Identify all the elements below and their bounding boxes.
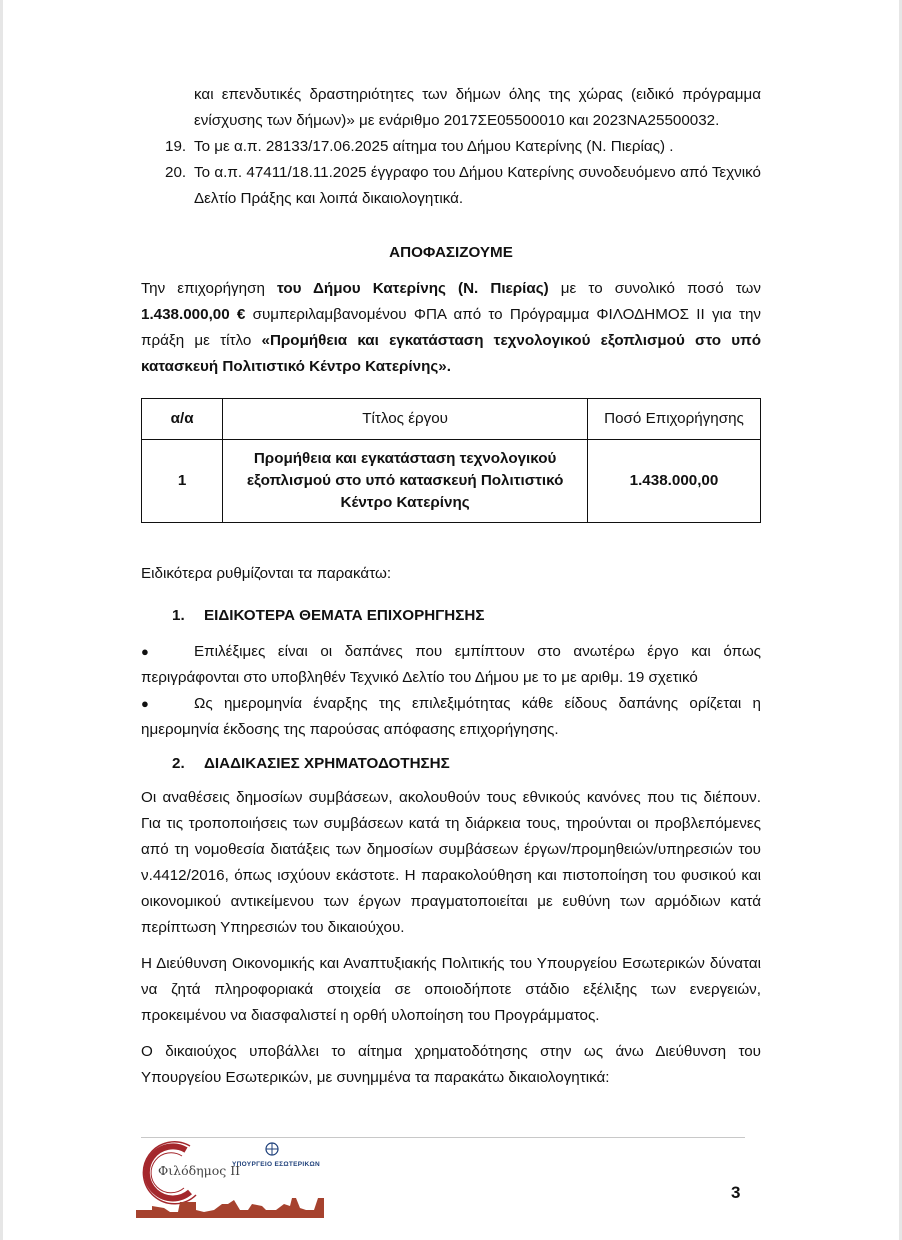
ministry-text: ΥΠΟΥΡΓΕΙΟ ΕΣΩΤΕΡΙΚΩΝ bbox=[232, 1161, 320, 1168]
intro-specific: Ειδικότερα ρυθμίζονται τα παρακάτω: bbox=[141, 565, 392, 582]
cell-project-title: Προμήθεια και εγκατάσταση τεχνολογικού εξοπλισμού στο υπό κατασκευή Πολιτιστικό Κέντρο Κατερίνης bbox=[223, 440, 588, 523]
header-project-title: Τίτλος έργου bbox=[223, 399, 588, 440]
numbered-item-19 bbox=[141, 134, 761, 160]
section-number: 1. bbox=[172, 607, 185, 624]
page-number: 3 bbox=[731, 1183, 741, 1202]
filodimos-logo-icon bbox=[134, 1140, 354, 1225]
decision-text: συμπεριλαμβανομένου ΦΠΑ από το Πρόγραμμα ΦΙΛΟΔΗΜΟΣ ΙΙ για την πράξη με τίτλο bbox=[141, 306, 761, 349]
header-grant-amount: Ποσό Επιχορήγησης bbox=[587, 399, 760, 440]
section-2-paragraph-2: Η Διεύθυνση Οικονομικής και Αναπτυξιακής Πολιτικής του Υπουργείου Εσωτερικών δύναται να ζητά πληροφοριακά στοιχεία σε οποιοδήποτε στάδιο εξέλιξης των ενεργειών, προκειμένου να διασφαλιστεί η ορθή υλοποίηση του Προγράμματος. bbox=[141, 955, 761, 1024]
bullet-text: Ως ημερομηνία έναρξης της επιλεξιμότητας κάθε είδους δαπάνης ορίζεται η bbox=[194, 695, 761, 712]
cell-aa: 1 bbox=[142, 440, 223, 523]
bullet-item bbox=[141, 691, 761, 743]
bullet-icon: ● bbox=[141, 696, 149, 711]
section-2-heading bbox=[141, 751, 761, 777]
bullet-first-line bbox=[141, 639, 761, 665]
section-title: ΕΙΔΙΚΟΤΕΡΑ ΘΕΜΑΤΑ ΕΠΙΧΟΡΗΓΗΣΗΣ bbox=[204, 607, 485, 624]
item-number: 19. bbox=[165, 138, 187, 155]
continuation-line: και επενδυτικές δραστηριότητες των δήμων όλης της χώρας (ειδικό πρόγραμμα ενίσχυσης των δήμων)» με ενάριθμο 2017ΣΕ05500010 και 2023ΝΑ25500032. bbox=[194, 86, 761, 129]
section-1-heading bbox=[141, 603, 761, 629]
item-text: Το α.π. 47411/18.11.2025 έγγραφο του Δήμου Κατερίνης συνοδευόμενο από Τεχνικό Δελτίο Πράξης και λοιπά δικαιολογητικά. bbox=[194, 164, 761, 207]
beneficiary-name: του Δήμου Κατερίνης (Ν. Πιερίας) bbox=[277, 280, 549, 297]
footer-logos bbox=[134, 1140, 354, 1225]
continuation-text bbox=[141, 82, 761, 134]
page-edge-left bbox=[0, 0, 3, 1240]
numbered-item-20 bbox=[141, 160, 761, 212]
document-body bbox=[141, 82, 761, 1091]
decision-paragraph bbox=[141, 276, 761, 380]
bullet-continuation: ημερομηνία έκδοσης της παρούσας απόφασης επιχορήγησης. bbox=[141, 721, 559, 738]
table-row bbox=[142, 440, 761, 523]
bullet-icon: ● bbox=[141, 644, 149, 659]
grant-amount: 1.438.000,00 € bbox=[141, 306, 246, 323]
item-number: 20. bbox=[165, 164, 187, 181]
decision-text: με το συνολικό ποσό των bbox=[548, 280, 761, 297]
cell-grant-amount: 1.438.000,00 bbox=[587, 440, 760, 523]
table-header-row bbox=[142, 399, 761, 440]
bullet-continuation: περιγράφονται στο υποβληθέν Τεχνικό Δελτίο του Δήμου με το με αριθμ. 19 σχετικό bbox=[141, 669, 698, 686]
section-title: ΔΙΑΔΙΚΑΣΙΕΣ ΧΡΗΜΑΤΟΔΟΤΗΣΗΣ bbox=[204, 755, 450, 772]
section-2-paragraph-3: Ο δικαιούχος υποβάλλει το αίτημα χρηματοδότησης στην ως άνω Διεύθυνση του Υπουργείου Εσωτερικών, με συνημμένα τα παρακάτω δικαιολογητικά: bbox=[141, 1043, 761, 1086]
section-2-paragraph-1: Οι αναθέσεις δημοσίων συμβάσεων, ακολουθούν τους εθνικούς κανόνες που τις διέπουν. Για τις τροποποιήσεις των συμβάσεων κατά τη διάρκεια τους, τηρούνται οι προβλεπόμενες από τη νομοθεσία διατάξεις των δημοσίων συμβάσεων έργων/προμηθειών/υπηρεσιών του ν.4412/2016, όπως ισχύουν εκάστοτε. Η παρακολούθηση και πιστοποίηση του φυσικού και οικονομικού αντικείμενου των έργων πραγματοποιείται με ευθύνη των αρμόδιων κατά περίπτωση Υπηρεσιών του δικαιούχου. bbox=[141, 789, 761, 936]
item-text: Το με α.π. 28133/17.06.2025 αίτημα του Δήμου Κατερίνης (Ν. Πιερίας) . bbox=[194, 138, 674, 155]
bullet-item bbox=[141, 639, 761, 691]
project-title: «Προμήθεια και εγκατάσταση τεχνολογικού εξοπλισμού στο υπό κατασκευή Πολιτιστικό Κέντρο Κατερίνης». bbox=[141, 332, 761, 375]
bullet-text: Επιλέξιμες είναι οι δαπάνες που εμπίπτουν στο ανωτέρω έργο και όπως bbox=[194, 643, 761, 660]
decision-text: Την επιχορήγηση bbox=[141, 280, 277, 297]
bullet-first-line bbox=[141, 691, 761, 717]
grant-table bbox=[141, 398, 761, 523]
section-number: 2. bbox=[172, 755, 185, 772]
decision-heading: ΑΠΟΦΑΣΙΖΟΥΜΕ bbox=[389, 244, 513, 261]
program-logo-text: Φιλόδημος ΙΙ bbox=[158, 1163, 241, 1178]
header-aa: α/α bbox=[142, 399, 223, 440]
footer-divider bbox=[141, 1137, 745, 1138]
